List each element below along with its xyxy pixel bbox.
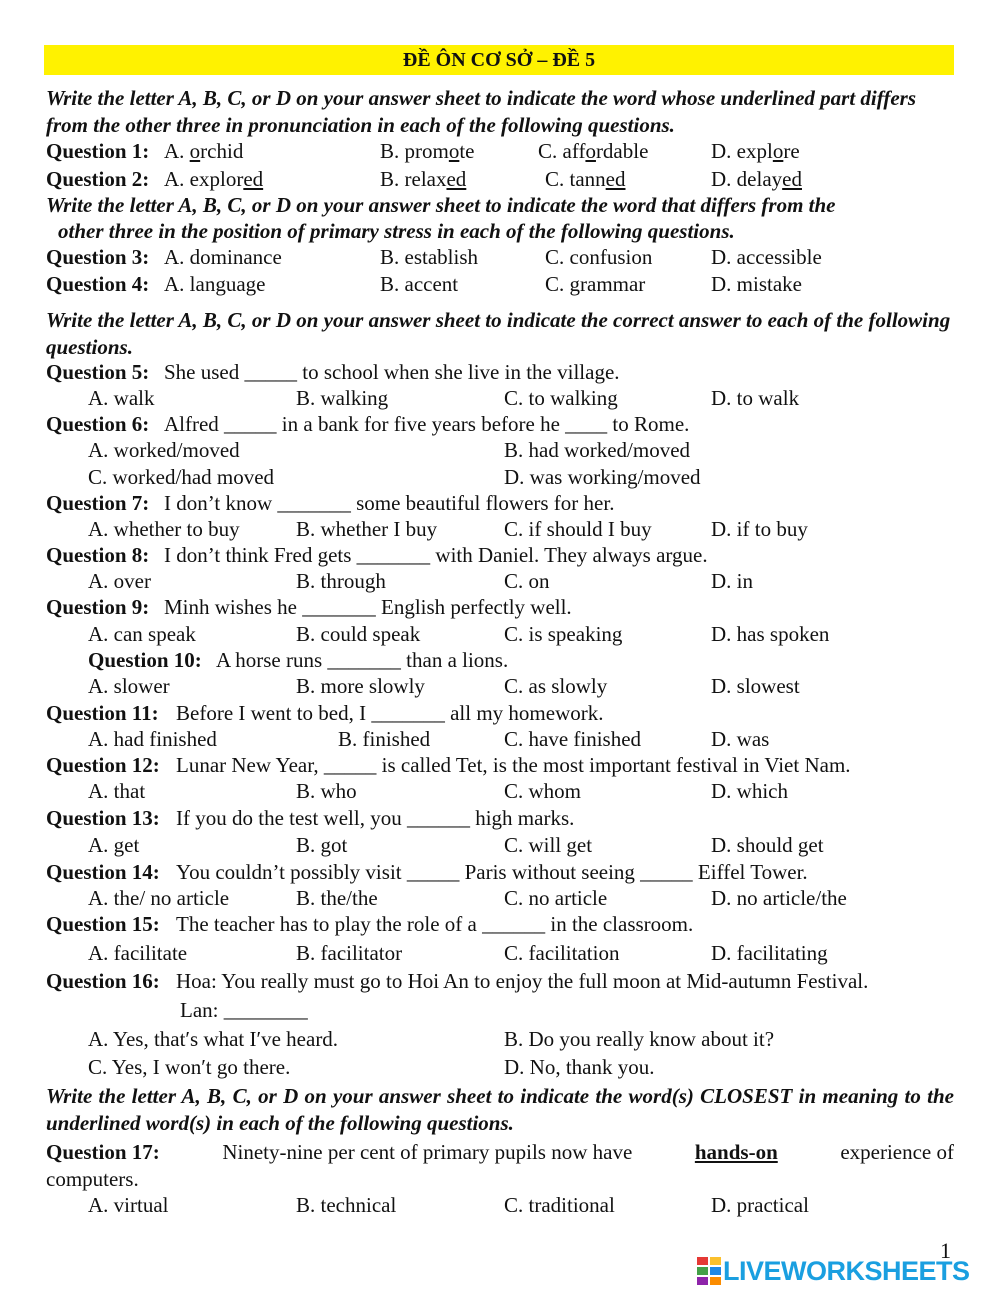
option-d[interactable]: D. accessible <box>711 245 822 269</box>
option-a[interactable]: A. walk <box>88 386 155 410</box>
option-b[interactable]: B. relaxed <box>380 167 467 191</box>
options-9 <box>0 621 1000 647</box>
option-a[interactable]: A. slower <box>88 674 170 698</box>
options-15 <box>0 940 1000 966</box>
instruction-correct: Write the letter A, B, C, or D on your answer sheet to indicate the correct answer to each of the following questions. <box>46 308 951 359</box>
option-b[interactable]: B. promote <box>380 139 475 163</box>
option-d[interactable]: D. No, thank you. <box>504 1055 655 1079</box>
options-16-row2 <box>0 1054 1000 1080</box>
question-label: Question 14: <box>46 860 160 884</box>
option-b[interactable]: B. technical <box>296 1193 397 1217</box>
option-c[interactable]: C. worked/had moved <box>88 465 275 489</box>
option-b[interactable]: B. who <box>296 779 357 803</box>
option-c[interactable]: C. confusion <box>545 245 653 269</box>
option-d[interactable]: D. which <box>711 779 788 803</box>
question-text: You couldn’t possibly visit _____ Paris without seeing _____ Eiffel Tower. <box>176 860 808 884</box>
option-c[interactable]: C. to walking <box>504 386 618 410</box>
question-4 <box>0 271 1000 297</box>
option-a[interactable]: A. dominance <box>164 245 282 269</box>
question-6 <box>0 411 1000 437</box>
instruction-pronunciation: Write the letter A, B, C, or D on your answer sheet to indicate the word whose underlined part differs from the other three in pronunciation in each of the following questions. <box>46 86 917 137</box>
instruction-stress-2: other three in the position of primary stress in each of the following questions. <box>58 219 735 243</box>
question-3 <box>0 244 1000 270</box>
question-12 <box>0 752 1000 778</box>
question-label: Question 5: <box>46 360 150 384</box>
option-a[interactable]: A. language <box>164 272 266 296</box>
option-d[interactable]: D. was working/moved <box>504 465 701 489</box>
page-title: ĐỀ ÔN CƠ SỞ – ĐỀ 5 <box>44 45 954 75</box>
question-text: I don’t know _______ some beautiful flowers for her. <box>164 491 615 515</box>
question-text: I don’t think Fred gets _______ with Daniel. They always argue. <box>164 543 708 567</box>
options-5 <box>0 385 1000 411</box>
option-b[interactable]: B. whether I buy <box>296 517 438 541</box>
question-16-line2 <box>0 997 1000 1023</box>
option-c[interactable]: C. on <box>504 569 550 593</box>
option-d[interactable]: D. mistake <box>711 272 802 296</box>
option-c[interactable]: C. if should I buy <box>504 517 652 541</box>
question-label: Question 6: <box>46 412 150 436</box>
option-b[interactable]: B. the/the <box>296 886 378 910</box>
options-10 <box>0 673 1000 699</box>
option-b[interactable]: B. establish <box>380 245 478 269</box>
question-text: Ninety-nine per cent of primary pupils now have <box>222 1140 633 1164</box>
option-a[interactable]: A. whether to buy <box>88 517 240 541</box>
option-a[interactable]: A. over <box>88 569 151 593</box>
question-label: Question 17: <box>46 1140 160 1164</box>
instruction-closest: Write the letter A, B, C, or D on your answer sheet to indicate the word(s) CLOSEST in meaning to the underlined word(s) in each of the following questions. <box>46 1084 954 1135</box>
options-17 <box>0 1192 1000 1218</box>
question-text: If you do the test well, you ______ high marks. <box>176 806 575 830</box>
question-13 <box>0 805 1000 831</box>
option-a[interactable]: A. get <box>88 833 140 857</box>
question-label: Question 12: <box>46 753 160 777</box>
question-14 <box>0 859 1000 885</box>
option-a[interactable]: A. worked/moved <box>88 438 240 462</box>
option-a[interactable]: A. Yes, that′s what I′ve heard. <box>88 1027 339 1051</box>
question-label: Question 7: <box>46 491 150 515</box>
question-7 <box>0 490 1000 516</box>
options-16-row1 <box>0 1026 1000 1052</box>
logo-icon <box>697 1257 721 1285</box>
option-d[interactable]: D. was <box>711 727 770 751</box>
options-6-row1 <box>0 437 1000 463</box>
options-6-row2 <box>0 464 1000 490</box>
option-c[interactable]: C. facilitation <box>504 941 620 965</box>
option-c[interactable]: C. traditional <box>504 1193 615 1217</box>
liveworksheets-logo[interactable] <box>697 1256 997 1286</box>
option-b[interactable]: B. walking <box>296 386 389 410</box>
option-d[interactable]: D. explore <box>711 139 800 163</box>
option-a[interactable]: A. can speak <box>88 622 196 646</box>
option-c[interactable]: C. as slowly <box>504 674 608 698</box>
question-text-line2: Lan: ________ <box>180 998 308 1022</box>
question-label: Question 8: <box>46 543 150 567</box>
question-11 <box>0 700 1000 726</box>
question-text-end: experience of <box>840 1140 954 1164</box>
question-15 <box>0 911 1000 937</box>
question-label: Question 16: <box>46 969 160 993</box>
question-2 <box>0 166 1000 192</box>
option-c[interactable]: C. will get <box>504 833 593 857</box>
option-b[interactable]: B. through <box>296 569 386 593</box>
question-text: The teacher has to play the role of a ______ in the classroom. <box>176 912 694 936</box>
question-5 <box>0 359 1000 385</box>
instruction-stress-1: Write the letter A, B, C, or D on your answer sheet to indicate the word that differs from the <box>46 193 836 217</box>
option-a[interactable]: A. facilitate <box>88 941 188 965</box>
option-b[interactable]: B. had worked/moved <box>504 438 691 462</box>
option-c[interactable]: C. Yes, I won′t go there. <box>88 1055 291 1079</box>
option-b[interactable]: B. more slowly <box>296 674 425 698</box>
question-10 <box>0 647 1000 673</box>
question-17 <box>46 1139 954 1165</box>
question-label: Question 9: <box>46 595 150 619</box>
option-a[interactable]: A. explored <box>164 167 264 191</box>
option-a[interactable]: A. had finished <box>88 727 217 751</box>
option-d[interactable]: D. to walk <box>711 386 800 410</box>
option-b[interactable]: B. could speak <box>296 622 421 646</box>
option-a[interactable]: A. the/ no article <box>88 886 230 910</box>
option-d[interactable]: D. slowest <box>711 674 800 698</box>
question-17-line2 <box>0 1166 1000 1192</box>
underlined-term: hands-on <box>694 1140 778 1164</box>
option-a[interactable]: A. orchid <box>164 139 244 163</box>
options-7 <box>0 516 1000 542</box>
option-d[interactable]: D. in <box>711 569 753 593</box>
question-text: She used _____ to school when she live in the village. <box>164 360 620 384</box>
question-label: Question 1: <box>46 139 150 163</box>
option-b[interactable]: B. finished <box>338 727 431 751</box>
option-a[interactable]: A. virtual <box>88 1193 169 1217</box>
question-label: Question 3: <box>46 245 150 269</box>
option-a[interactable]: A. that <box>88 779 146 803</box>
options-12 <box>0 778 1000 804</box>
option-c[interactable]: C. is speaking <box>504 622 623 646</box>
option-d[interactable]: D. if to buy <box>711 517 808 541</box>
question-label: Question 13: <box>46 806 160 830</box>
option-d[interactable]: D. facilitating <box>711 941 828 965</box>
option-d[interactable]: D. should get <box>711 833 824 857</box>
options-14 <box>0 885 1000 911</box>
logo-text: LIVEWORKSHEETS <box>723 1256 970 1286</box>
option-d[interactable]: D. has spoken <box>711 622 830 646</box>
page-number: 1 <box>940 1238 951 1263</box>
option-c[interactable]: C. grammar <box>545 272 646 296</box>
question-text-line2: computers. <box>46 1167 139 1191</box>
question-text: Hoa: You really must go to Hoi An to enjoy the full moon at Mid-autumn Festival. <box>176 969 869 993</box>
question-label: Question 4: <box>46 272 150 296</box>
question-text: Alfred _____ in a bank for five years before he ____ to Rome. <box>164 412 690 436</box>
question-label: Question 11: <box>46 701 159 725</box>
option-c[interactable]: C. have finished <box>504 727 642 751</box>
option-c[interactable]: C. no article <box>504 886 608 910</box>
option-b[interactable]: B. Do you really know about it? <box>504 1027 775 1051</box>
question-text: Minh wishes he _______ English perfectly well. <box>164 595 572 619</box>
option-d[interactable]: D. delayed <box>711 167 802 191</box>
question-8 <box>0 542 1000 568</box>
question-16 <box>0 968 1000 994</box>
option-d[interactable]: D. no article/the <box>711 886 847 910</box>
question-9 <box>0 594 1000 620</box>
question-1 <box>0 138 1000 164</box>
question-text: Before I went to bed, I _______ all my homework. <box>176 701 604 725</box>
option-c[interactable]: C. affordable <box>538 139 649 163</box>
option-b[interactable]: B. facilitator <box>296 941 403 965</box>
option-b[interactable]: B. accent <box>380 272 459 296</box>
options-13 <box>0 832 1000 858</box>
question-label: Question 2: <box>46 167 150 191</box>
question-label: Question 10: <box>88 648 202 672</box>
option-d[interactable]: D. practical <box>711 1193 809 1217</box>
options-11 <box>0 726 1000 752</box>
question-label: Question 15: <box>46 912 160 936</box>
question-text: A horse runs _______ than a lions. <box>216 648 509 672</box>
question-text: Lunar New Year, _____ is called Tet, is the most important festival in Viet Nam. <box>176 753 851 777</box>
option-b[interactable]: B. got <box>296 833 348 857</box>
options-8 <box>0 568 1000 594</box>
option-c[interactable]: C. whom <box>504 779 582 803</box>
option-c[interactable]: C. tanned <box>545 167 626 191</box>
